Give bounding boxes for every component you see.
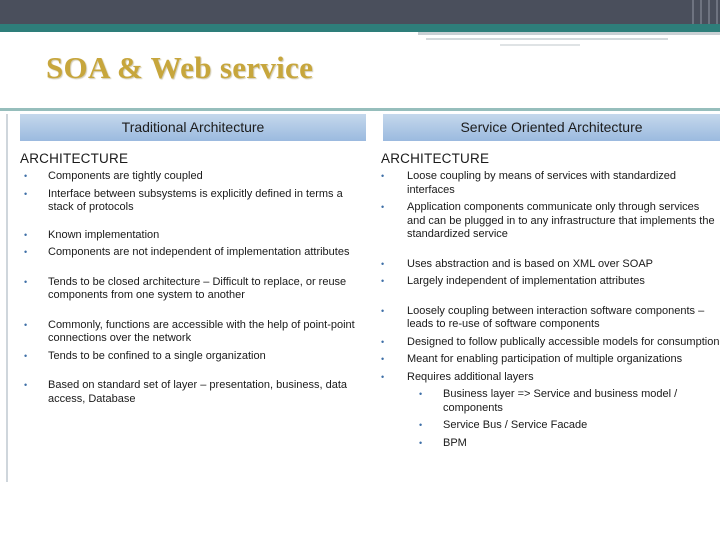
list-item: • Commonly, functions are accessible with the help of point-point connections over the network [24,318,355,344]
list-item: • Loose coupling by means of services with standardized interfaces [381,170,677,196]
traditional-header: Traditional Architecture [20,114,366,141]
list-item: • Interface between subsystems is explicitly defined in terms a stack of protocols [24,187,343,213]
decorative-line [500,44,580,46]
list-item: • Known implementation [24,228,160,241]
list-item: • Components are tightly coupled [24,170,203,182]
list-item: • Based on standard set of layer – presentation, business, data access, Database [24,379,348,405]
bullet-icon: • [381,276,385,286]
list-item: • Tends to be closed architecture – Difficult to replace, or reuse components from one system to another [24,275,347,301]
sub-list-item: • Service Bus / Service Facade [419,419,588,431]
bullet-icon: • [24,319,28,330]
bullet-icon: • [381,305,385,316]
header-stripes [686,0,720,24]
list-item: • Requires additional layers [381,370,534,383]
bullet-icon: • [381,371,385,382]
soa-architecture-column [377,114,720,482]
bullet-icon: • [381,258,385,269]
bullet-icon: • [24,247,28,257]
bullet-icon: • [24,276,28,287]
list-item: • Meant for enabling participation of multiple organizations [381,353,683,365]
title-rule [0,108,720,111]
list-item: • Largely independent of implementation attributes [381,275,645,287]
bullet-icon: • [419,420,423,430]
soa-list [377,170,720,450]
soa-header: Service Oriented Architecture [383,114,720,141]
bullet-icon: • [381,336,385,347]
soa-section-label: ARCHITECTURE [381,151,490,166]
sub-list-item: • Business layer => Service and business model / components [419,388,678,414]
bullet-icon: • [381,171,385,181]
list-item: • Application components communicate only through services and can be plugged in to any infrastructure that implements the standardized service [381,201,715,240]
list-item: • Loosely coupling between interaction software components – leads to re-use of software components [381,304,705,330]
bullet-icon: • [381,202,385,212]
bullet-icon: • [24,380,28,390]
slide-title: SOA & Web service [46,50,314,85]
bullet-icon: • [24,171,28,181]
bullet-icon: • [419,437,423,448]
decorative-line [418,32,720,35]
list-item: • Tends to be confined to a single organization [24,349,266,362]
list-item: • Components are not independent of implementation attributes [24,246,350,258]
traditional-list [8,170,366,406]
traditional-section-label: ARCHITECTURE [20,151,129,166]
bullet-icon: • [24,350,28,361]
decorative-line [426,38,668,40]
bullet-icon: • [419,389,423,399]
list-item: • Designed to follow publically accessible models for consumption [381,335,720,348]
traditional-architecture-column [6,114,366,482]
bullet-icon: • [381,354,385,364]
sub-list-item: • BPM [419,436,467,449]
list-item: • Uses abstraction and is based on XML over SOAP [381,257,653,270]
bullet-icon: • [24,188,28,199]
bullet-icon: • [24,229,28,240]
top-header-bar [0,0,720,24]
teal-accent-bar [0,24,720,32]
